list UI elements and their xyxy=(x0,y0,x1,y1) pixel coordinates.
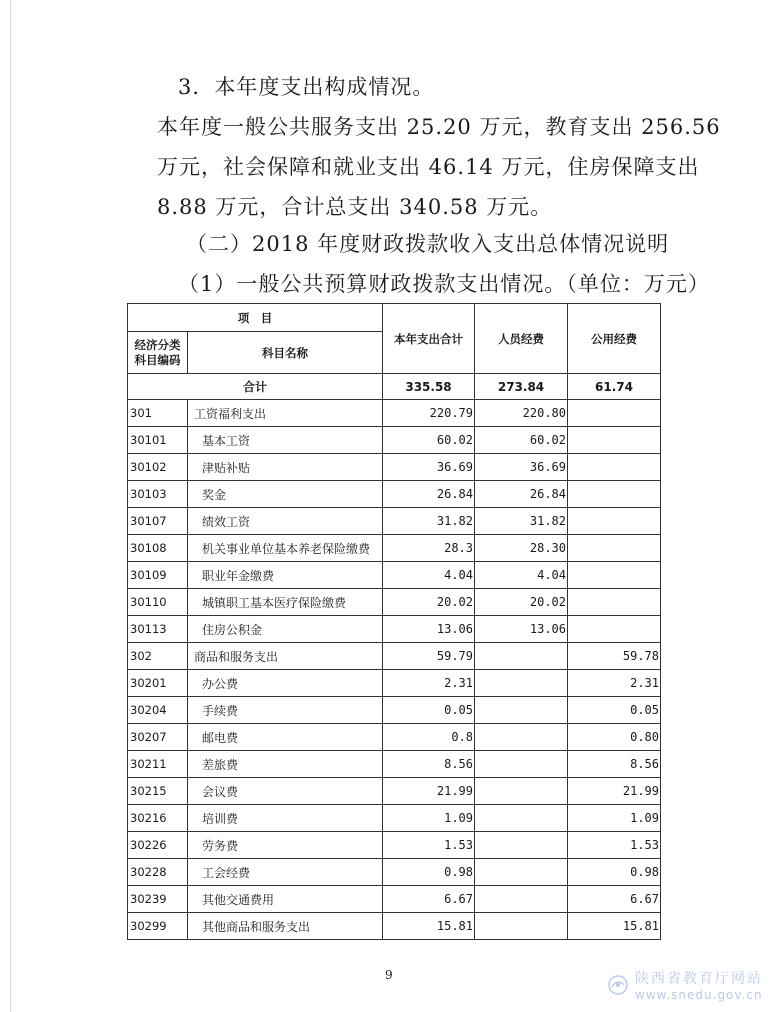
row-name: 其他商品和服务支出 xyxy=(188,913,383,940)
row-public xyxy=(568,454,661,481)
table-row xyxy=(128,886,661,913)
row-name: 会议费 xyxy=(188,778,383,805)
row-name: 商品和服务支出 xyxy=(188,643,383,670)
table-row xyxy=(128,481,661,508)
row-code: 30204 xyxy=(128,697,188,724)
row-personnel: 28.30 xyxy=(475,535,568,562)
table-row xyxy=(128,427,661,454)
page-edge xyxy=(10,0,11,1012)
table-row xyxy=(128,778,661,805)
row-personnel: 31.82 xyxy=(475,508,568,535)
row-public xyxy=(568,562,661,589)
row-personnel xyxy=(475,886,568,913)
row-name: 津贴补贴 xyxy=(188,454,383,481)
row-name: 机关事业单位基本养老保险缴费 xyxy=(188,535,383,562)
row-personnel xyxy=(475,724,568,751)
section-title: （二）2018 年度财政拨款收入支出总体情况说明 xyxy=(186,232,670,256)
row-name: 办公费 xyxy=(188,670,383,697)
row-name: 职业年金缴费 xyxy=(188,562,383,589)
row-personnel xyxy=(475,832,568,859)
row-personnel xyxy=(475,859,568,886)
table-row xyxy=(128,400,661,427)
row-name: 手续费 xyxy=(188,697,383,724)
row-personnel: 60.02 xyxy=(475,427,568,454)
row-code: 30109 xyxy=(128,562,188,589)
row-total: 26.84 xyxy=(383,481,475,508)
row-personnel: 13.06 xyxy=(475,616,568,643)
row-total: 59.79 xyxy=(383,643,475,670)
row-public xyxy=(568,589,661,616)
row-public: 8.56 xyxy=(568,751,661,778)
header-name: 科目名称 xyxy=(188,332,383,374)
header-total: 本年支出合计 xyxy=(383,304,475,374)
row-total: 6.67 xyxy=(383,886,475,913)
row-code: 30226 xyxy=(128,832,188,859)
row-public xyxy=(568,427,661,454)
row-total: 2.31 xyxy=(383,670,475,697)
row-code: 30211 xyxy=(128,751,188,778)
table-row xyxy=(128,589,661,616)
row-total: 36.69 xyxy=(383,454,475,481)
row-name: 劳务费 xyxy=(188,832,383,859)
table-row xyxy=(128,535,661,562)
header-row-1 xyxy=(128,304,661,332)
row-code: 30107 xyxy=(128,508,188,535)
row-public: 15.81 xyxy=(568,913,661,940)
total-total: 335.58 xyxy=(383,374,475,400)
row-total: 31.82 xyxy=(383,508,475,535)
row-name: 住房公积金 xyxy=(188,616,383,643)
expenditure-table xyxy=(127,303,661,940)
row-total: 220.79 xyxy=(383,400,475,427)
watermark-line-2: www.snedu.gov.cn xyxy=(635,988,763,1002)
row-public xyxy=(568,400,661,427)
table-row xyxy=(128,670,661,697)
row-code: 30299 xyxy=(128,913,188,940)
row-personnel: 4.04 xyxy=(475,562,568,589)
table-row xyxy=(128,643,661,670)
row-name: 城镇职工基本医疗保险缴费 xyxy=(188,589,383,616)
row-personnel xyxy=(475,697,568,724)
total-label: 合计 xyxy=(128,374,383,400)
row-code: 30228 xyxy=(128,859,188,886)
row-name: 奖金 xyxy=(188,481,383,508)
row-code: 30239 xyxy=(128,886,188,913)
row-code: 30108 xyxy=(128,535,188,562)
row-total: 60.02 xyxy=(383,427,475,454)
row-personnel: 36.69 xyxy=(475,454,568,481)
row-personnel xyxy=(475,751,568,778)
row-name: 邮电费 xyxy=(188,724,383,751)
row-name: 差旅费 xyxy=(188,751,383,778)
row-total: 21.99 xyxy=(383,778,475,805)
site-watermark xyxy=(607,968,777,1008)
row-code: 302 xyxy=(128,643,188,670)
row-public: 1.53 xyxy=(568,832,661,859)
row-public: 21.99 xyxy=(568,778,661,805)
row-public: 0.80 xyxy=(568,724,661,751)
row-public: 1.09 xyxy=(568,805,661,832)
row-personnel xyxy=(475,670,568,697)
row-name: 基本工资 xyxy=(188,427,383,454)
row-code: 30110 xyxy=(128,589,188,616)
table-row xyxy=(128,832,661,859)
row-code: 30102 xyxy=(128,454,188,481)
row-total: 0.8 xyxy=(383,724,475,751)
table-subtitle: （1）一般公共预算财政拨款支出情况。（单位：万元） xyxy=(178,272,710,296)
row-total: 1.53 xyxy=(383,832,475,859)
table-row xyxy=(128,697,661,724)
row-personnel: 220.80 xyxy=(475,400,568,427)
row-personnel xyxy=(475,778,568,805)
table-row xyxy=(128,724,661,751)
total-public: 61.74 xyxy=(568,374,661,400)
table-row xyxy=(128,616,661,643)
watermark-line-1: 陕西省教育厅网站 xyxy=(635,971,763,987)
row-code: 30207 xyxy=(128,724,188,751)
row-code: 30103 xyxy=(128,481,188,508)
total-personnel: 273.84 xyxy=(475,374,568,400)
row-public xyxy=(568,616,661,643)
row-personnel: 26.84 xyxy=(475,481,568,508)
table-row xyxy=(128,913,661,940)
header-code: 经济分类科目编码 xyxy=(128,332,188,374)
page-number: 9 xyxy=(385,968,393,982)
row-code: 30113 xyxy=(128,616,188,643)
row-code: 30101 xyxy=(128,427,188,454)
paragraph-line-2: 万元，社会保障和就业支出 46.14 万元，住房保障支出 xyxy=(157,155,700,179)
row-total: 0.05 xyxy=(383,697,475,724)
row-public: 6.67 xyxy=(568,886,661,913)
paragraph-line-1: 本年度一般公共服务支出 25.20 万元，教育支出 256.56 xyxy=(157,115,721,139)
table-row xyxy=(128,562,661,589)
table-row xyxy=(128,859,661,886)
row-public: 2.31 xyxy=(568,670,661,697)
row-total: 4.04 xyxy=(383,562,475,589)
table-row xyxy=(128,508,661,535)
row-name: 培训费 xyxy=(188,805,383,832)
row-total: 13.06 xyxy=(383,616,475,643)
heading-spending-structure: 3．本年度支出构成情况。 xyxy=(178,75,435,99)
row-code: 30215 xyxy=(128,778,188,805)
row-code: 30216 xyxy=(128,805,188,832)
header-item: 项 目 xyxy=(128,304,383,332)
row-public xyxy=(568,481,661,508)
row-public: 0.98 xyxy=(568,859,661,886)
row-name: 工资福利支出 xyxy=(188,400,383,427)
row-total: 0.98 xyxy=(383,859,475,886)
row-personnel xyxy=(475,913,568,940)
table-row xyxy=(128,805,661,832)
row-total: 28.3 xyxy=(383,535,475,562)
header-personnel: 人员经费 xyxy=(475,304,568,374)
row-total: 8.56 xyxy=(383,751,475,778)
row-public xyxy=(568,535,661,562)
row-total: 1.09 xyxy=(383,805,475,832)
paragraph-line-3: 8.88 万元，合计总支出 340.58 万元。 xyxy=(157,195,553,219)
row-code: 301 xyxy=(128,400,188,427)
row-personnel xyxy=(475,643,568,670)
table-row xyxy=(128,751,661,778)
row-total: 20.02 xyxy=(383,589,475,616)
row-name: 绩效工资 xyxy=(188,508,383,535)
row-personnel: 20.02 xyxy=(475,589,568,616)
row-name: 工会经费 xyxy=(188,859,383,886)
row-name: 其他交通费用 xyxy=(188,886,383,913)
row-total: 15.81 xyxy=(383,913,475,940)
row-public xyxy=(568,508,661,535)
row-code: 30201 xyxy=(128,670,188,697)
row-public: 59.78 xyxy=(568,643,661,670)
row-public: 0.05 xyxy=(568,697,661,724)
row-personnel xyxy=(475,805,568,832)
total-row xyxy=(128,374,661,400)
header-public: 公用经费 xyxy=(568,304,661,374)
watermark-logo-icon xyxy=(607,974,629,996)
table-row xyxy=(128,454,661,481)
